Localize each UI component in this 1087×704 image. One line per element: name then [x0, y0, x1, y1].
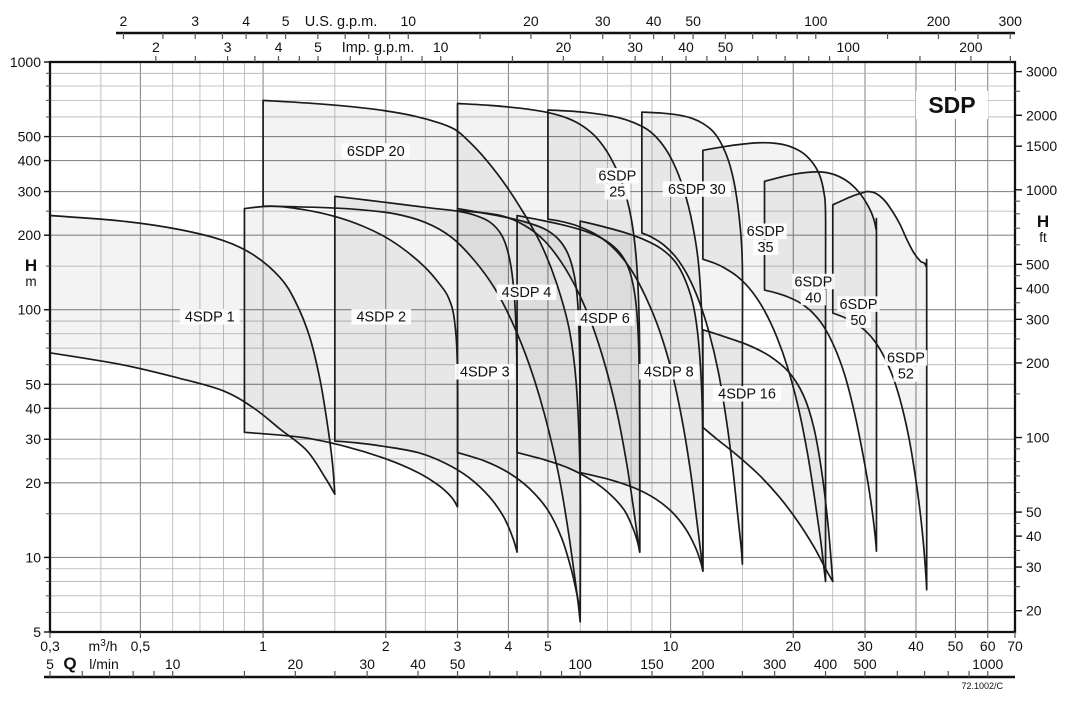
us-gpm-tick-label: 300: [998, 13, 1022, 29]
imp-gpm-axis-title: Imp. g.p.m.: [341, 40, 415, 56]
us-gpm-tick-label: 5: [281, 13, 290, 29]
head-m-tick-label: 400: [17, 152, 41, 169]
head-ft-tick-label: 1000: [1026, 181, 1058, 198]
lmin-tick-label: 500: [853, 656, 877, 672]
head-m-axis-unit: m: [25, 274, 37, 289]
pump-label-4sdp-3: 4SDP 3: [459, 364, 510, 381]
head-m-tick-label: 5: [33, 624, 41, 640]
head-m-tick-label: 20: [25, 474, 41, 491]
us-gpm-tick-label: 50: [685, 13, 701, 29]
imp-gpm-tick-label: 2: [151, 39, 160, 55]
m3h-tick-label: 2: [381, 638, 390, 654]
imp-gpm-tick-label: 50: [717, 39, 734, 55]
head-m-tick-label: 500: [17, 128, 41, 145]
pump-label-6sdp-50: 50: [850, 312, 867, 329]
head-ft-tick-label: 2000: [1026, 107, 1058, 124]
head-m-tick-label: 100: [17, 301, 41, 318]
head-ft-tick-label: 400: [1026, 280, 1050, 297]
imp-gpm-tick-label: 100: [836, 39, 860, 55]
head-m-tick-label: 200: [17, 227, 41, 244]
pump-label-4sdp-4: 4SDP 4: [501, 285, 552, 302]
us-gpm-tick-label: 40: [645, 13, 662, 29]
lmin-tick-label: 400: [813, 656, 838, 672]
imp-gpm-tick-label: 3: [223, 39, 232, 55]
head-m-tick-label: 30: [25, 431, 41, 448]
lmin-tick-label: 10: [164, 656, 181, 672]
head-m-tick-label: 300: [17, 183, 41, 200]
m3h-tick-label: 60: [979, 638, 996, 654]
head-ft-tick-label: 40: [1026, 528, 1042, 545]
us-gpm-tick-label: 20: [523, 13, 539, 29]
m3h-axis-title: $m^3/h$: [88, 638, 118, 654]
head-ft-tick-label: 1500: [1026, 138, 1058, 155]
pump-label-6sdp-40: 40: [805, 290, 822, 307]
lmin-tick-label: 100: [568, 656, 592, 672]
m3h-tick-label: 5: [544, 638, 552, 654]
lmin-tick-label: 300: [762, 656, 787, 672]
imp-gpm-tick-label: 10: [432, 39, 449, 55]
m3h-tick-label: 50: [947, 638, 964, 654]
head-m-tick-label: 40: [25, 400, 41, 417]
m3h-tick-label: 20: [785, 638, 802, 654]
pump-label-6sdp-25: 6SDP: [598, 168, 637, 185]
pump-label-6sdp-40: 6SDP: [794, 274, 833, 291]
q-axis-title: Q: [63, 654, 77, 673]
head-m-tick-label: 1000: [9, 54, 41, 70]
us-gpm-tick-label: 200: [926, 13, 951, 29]
imp-gpm-tick-label: 20: [555, 39, 572, 55]
us-gpm-tick-label: 30: [594, 13, 611, 29]
head-ft-axis-title: H: [1036, 212, 1050, 231]
lmin-tick-label: 20: [287, 656, 304, 672]
head-ft-tick-label: 30: [1026, 559, 1042, 576]
head-m-tick-label: 10: [25, 549, 41, 566]
m3h-tick-label: 4: [504, 638, 513, 654]
lmin-tick-label: 40: [410, 656, 426, 672]
us-gpm-tick-label: 10: [400, 13, 417, 29]
lmin-tick-label: 30: [359, 656, 375, 672]
imp-gpm-tick-label: 40: [678, 39, 694, 55]
lmin-tick-label: 50: [449, 656, 466, 672]
head-ft-tick-label: 100: [1026, 429, 1050, 446]
m3h-tick-label: 1: [259, 638, 267, 654]
pump-label-4sdp-16: 4SDP 16: [718, 386, 776, 403]
head-ft-tick-label: 500: [1026, 256, 1050, 273]
head-ft-tick-label: 3000: [1026, 63, 1058, 80]
head-ft-tick-label: 20: [1026, 602, 1042, 619]
m3h-tick-label: 30: [857, 638, 873, 654]
lmin-tick-label: 1000: [972, 656, 1004, 672]
head-ft-tick-label: 200: [1026, 354, 1050, 371]
m3h-tick-label: 10: [662, 638, 679, 654]
head-ft-tick-label: 300: [1026, 311, 1050, 328]
pump-label-6sdp-30: 6SDP 30: [667, 181, 726, 198]
us-gpm-tick-label: 2: [119, 13, 128, 29]
head-m-tick-label: 50: [25, 376, 41, 393]
head-ft-axis-unit: ft: [1039, 230, 1047, 245]
imp-gpm-tick-label: 5: [314, 39, 322, 55]
m3h-tick-label: 0,3: [40, 638, 60, 654]
pump-label-6sdp-20: 6SDP 20: [346, 143, 405, 160]
chart-title: SDP: [928, 92, 976, 118]
pump-label-4sdp-1: 4SDP 1: [184, 309, 235, 326]
pump-label-4sdp-6: 4SDP 6: [580, 310, 630, 327]
pump-label-6sdp-35: 35: [757, 240, 774, 257]
pump-label-6sdp-50: 6SDP: [839, 296, 878, 313]
imp-gpm-tick-label: 200: [959, 39, 983, 55]
us-gpm-axis-title: U.S. g.p.m.: [304, 14, 378, 30]
pump-label-6sdp-35: 6SDP: [746, 224, 785, 241]
m3h-tick-label: 0,5: [130, 638, 151, 654]
pump-label-4sdp-2: 4SDP 2: [356, 309, 407, 326]
us-gpm-tick-label: 100: [804, 13, 828, 29]
m3h-tick-label: 3: [453, 638, 462, 654]
m3h-tick-label: 70: [1007, 638, 1023, 654]
pump-label-6sdp-52: 52: [897, 366, 915, 383]
head-m-axis-title: H: [24, 256, 38, 275]
imp-gpm-tick-label: 4: [274, 39, 283, 55]
pump-label-6sdp-25: 25: [609, 184, 626, 201]
lmin-tick-label: 200: [691, 656, 715, 672]
lmin-axis-title: l/min: [89, 656, 119, 672]
lmin-tick-label: 150: [640, 656, 664, 672]
doc-code: 72.1002/C: [961, 681, 1003, 691]
head-ft-tick-label: 50: [1026, 504, 1042, 521]
us-gpm-tick-label: 3: [191, 13, 200, 29]
us-gpm-tick-label: 4: [242, 13, 250, 29]
pump-label-4sdp-8: 4SDP 8: [643, 364, 694, 381]
pump-label-6sdp-52: 6SDP: [886, 350, 925, 367]
m3h-tick-label: 40: [908, 638, 924, 654]
imp-gpm-tick-label: 30: [627, 39, 643, 55]
lmin-tick-label: 5: [46, 656, 54, 672]
